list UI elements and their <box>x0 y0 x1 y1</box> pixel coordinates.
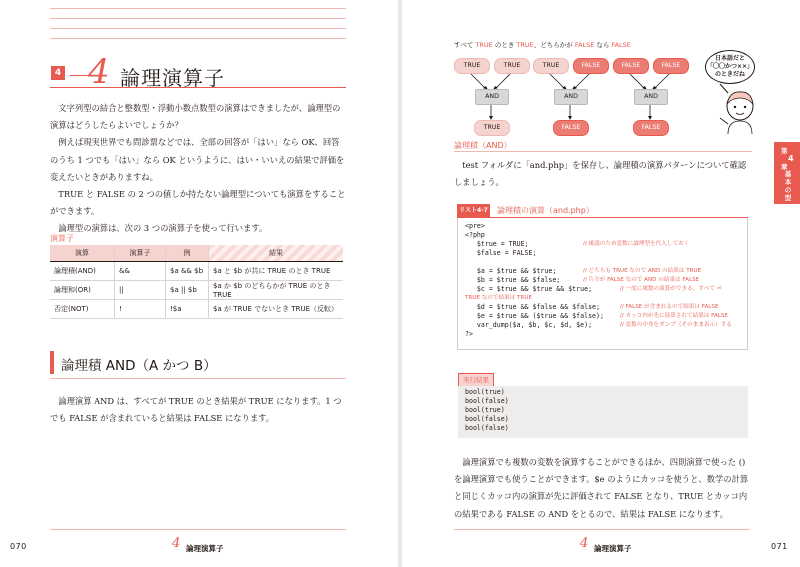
code-line: <?php <box>465 231 485 239</box>
caption-text: 、どちらかが <box>533 41 575 49</box>
table-caption: 演算子 <box>50 234 74 243</box>
diagram-input-false: FALSE <box>653 58 689 74</box>
code-line: var_dump($a, $b, $c, $d, $e); <box>465 321 593 329</box>
section-underline <box>50 87 346 88</box>
listing-badge: リスト4-7 <box>457 204 490 217</box>
table-cell: $a か $b のどちらかが TRUE のとき TRUE <box>209 281 344 300</box>
table-header: 演算子 <box>115 245 166 262</box>
section-dash <box>70 75 88 76</box>
paragraph: TRUE と FALSE の 2 つの値しか持たない論理型についても演算をすることができます。 <box>50 189 346 217</box>
result-box <box>458 386 748 438</box>
diagram-input-true: TRUE <box>454 58 490 74</box>
caption-true: TRUE <box>516 41 534 49</box>
chapter-prefix: 第 <box>781 147 788 155</box>
paragraph: 文字列型の結合と整数型・浮動小数点数型の演算はできましたが、論理型の演算はどうしたらよいでしょうか？ <box>50 103 341 131</box>
listing-title: 論理積の演算（and.php） <box>497 206 594 215</box>
intro-text <box>50 100 346 238</box>
character-illustration <box>718 88 762 136</box>
footer-line <box>50 529 346 530</box>
diagram-and-box: AND <box>554 89 588 105</box>
subsection-text <box>50 393 346 427</box>
code-comment: // FALSE が含まれるので結果は FALSE <box>620 304 719 310</box>
diagram-input-true: TRUE <box>494 58 530 74</box>
paragraph: 例えば現実世界でも問診票などでは、全部の回答が「はい」なら OK、回答のうち 1 つでも「はい」なら OK というように、はい・いいえの結果で評価を変えたいときがありますね。 <box>50 137 345 182</box>
paragraph: 論理演算 AND は、すべてが TRUE のとき結果が TRUE になります。1 つでも FALSE が含まれていると結果は FALSE になります。 <box>50 396 342 424</box>
result-line: bool(true) <box>465 388 505 396</box>
table-cell: $a と $b が共に TRUE のとき TRUE <box>209 262 344 281</box>
table-row <box>50 262 343 281</box>
left-page <box>0 0 398 567</box>
paragraph: 論理型の演算は、次の 3 つの演算子を使って行います。 <box>58 223 268 234</box>
result-badge: 実行結果 <box>458 373 494 387</box>
paragraph: 論理演算でも複数の変数を演算することができるほか、四則演算で使った () を論理演算でも使うことができます。$e のようにカッコを使うと、数学の計算と同じくカッコ内の演算が先に評価されて FALSE となり、TRUE とカッコ内の結果である FALSE の AND をとるので、結果は FALSE になります。 <box>454 457 749 519</box>
ruled-line <box>50 38 346 39</box>
subsection-title: 論理積 AND（A かつ B） <box>61 358 217 374</box>
caption-text: なら <box>594 41 612 49</box>
section-number-glyph: 4 <box>88 52 110 92</box>
code-comment: TRUE なので結果は TRUE <box>465 295 532 301</box>
code-comment: // 変数の中身をダンプ（そのまま表示）する <box>620 322 732 328</box>
code-comment: // 片方が FALSE なので AND の結果は FALSE <box>583 277 700 283</box>
table-cell: 否定(NOT) <box>50 300 115 319</box>
diagram-input-false: FALSE <box>573 58 609 74</box>
caption-true: TRUE <box>475 41 493 49</box>
code-line: ?> <box>465 330 473 338</box>
table-cell: 論理積(AND) <box>50 262 115 281</box>
diagram-input-true: TRUE <box>533 58 569 74</box>
table-cell: $a || $b <box>166 281 209 300</box>
operator-table <box>50 245 343 319</box>
and-label: 論理積（AND） <box>454 141 512 150</box>
footer-title: 論理演算子 <box>186 544 224 553</box>
result-line: bool(false) <box>465 415 509 423</box>
paragraph: test フォルダに「and.php」を保存し、論理積の演算パターンについて確認しましょう。 <box>454 160 747 188</box>
code-listing <box>457 218 748 350</box>
table-header: 結果 <box>209 245 344 262</box>
diagram-result-true: TRUE <box>474 120 510 136</box>
ruled-line <box>50 18 346 19</box>
table-cell: ! <box>115 300 166 319</box>
chapter-name: 基本の型 <box>784 170 792 202</box>
caption-false: FALSE <box>574 41 595 49</box>
table-cell: $a が TRUE でないとき TRUE（反転） <box>209 300 344 319</box>
diagram-and-box: AND <box>475 89 509 105</box>
diagram-result-false: FALSE <box>633 120 669 136</box>
table-header: 演算 <box>50 245 115 262</box>
code-comment: // 一度に複数の演算ができる。すべて ⏎ <box>620 286 722 292</box>
page-number: 070 <box>10 542 27 551</box>
subsection-underline <box>50 378 346 379</box>
result-line: bool(false) <box>465 424 509 432</box>
code-line: $true = TRUE; <box>465 240 529 248</box>
code-comment: // どちらも TRUE なので AND の結果は TRUE <box>583 268 702 274</box>
code-line: $d = $true && $false && $false; <box>465 303 600 311</box>
table-row <box>50 281 343 300</box>
code-comment: // カッコ内が先に演算されて結果は FALSE <box>620 313 728 319</box>
table-cell: 論理和(OR) <box>50 281 115 300</box>
diagram-input-false: FALSE <box>613 58 649 74</box>
subsection-bar <box>50 351 54 374</box>
table-row <box>50 300 343 319</box>
caption-text: のとき <box>492 41 517 49</box>
result-line: bool(false) <box>465 397 509 405</box>
diagram-and-box: AND <box>634 89 668 105</box>
code-line: $false = FALSE; <box>465 249 537 257</box>
chapter-side-tab <box>774 142 800 204</box>
table-header: 例 <box>166 245 209 262</box>
section-title: 論理演算子 <box>120 66 225 90</box>
caption-false: FALSE <box>611 41 631 49</box>
diagram-result-false: FALSE <box>553 120 589 136</box>
section-badge: 4 <box>51 66 65 80</box>
table-cell: && <box>115 262 166 281</box>
page-number: 071 <box>771 542 788 551</box>
code-line: $e = $true && ($true && $false); <box>465 312 604 320</box>
table-cell: || <box>115 281 166 300</box>
speech-bubble <box>705 50 755 84</box>
bubble-line: 「〇〇かつ××」 <box>706 63 754 70</box>
code-line: <pre> <box>465 222 485 230</box>
table-cell: !$a <box>166 300 209 319</box>
code-line: $b = $true && $false; <box>465 276 561 284</box>
footer-title: 論理演算子 <box>594 544 632 553</box>
table-cell: $a && $b <box>166 262 209 281</box>
result-line: bool(true) <box>465 406 505 414</box>
label-underline <box>454 151 752 152</box>
footer-line <box>454 529 750 530</box>
footer-mark: 4 <box>580 536 589 551</box>
bubble-line: 日本語だと <box>714 55 745 62</box>
code-comment: // 確認のため変数に論理型を代入しておく <box>583 241 690 247</box>
right-page <box>402 0 800 567</box>
ruled-line <box>50 28 346 29</box>
bubble-line: のときだね <box>714 71 745 78</box>
chapter-suffix: 章 <box>781 163 788 171</box>
caption-text: すべて <box>454 41 476 49</box>
code-line: $c = $true && $true && $true; <box>465 285 593 293</box>
right-intro-text <box>454 157 750 191</box>
footer-mark: 4 <box>172 536 181 551</box>
right-outro-text <box>454 454 750 523</box>
chapter-number: 4 <box>788 154 794 163</box>
code-line: $a = $true && $true; <box>465 267 557 275</box>
ruled-line <box>50 8 346 9</box>
